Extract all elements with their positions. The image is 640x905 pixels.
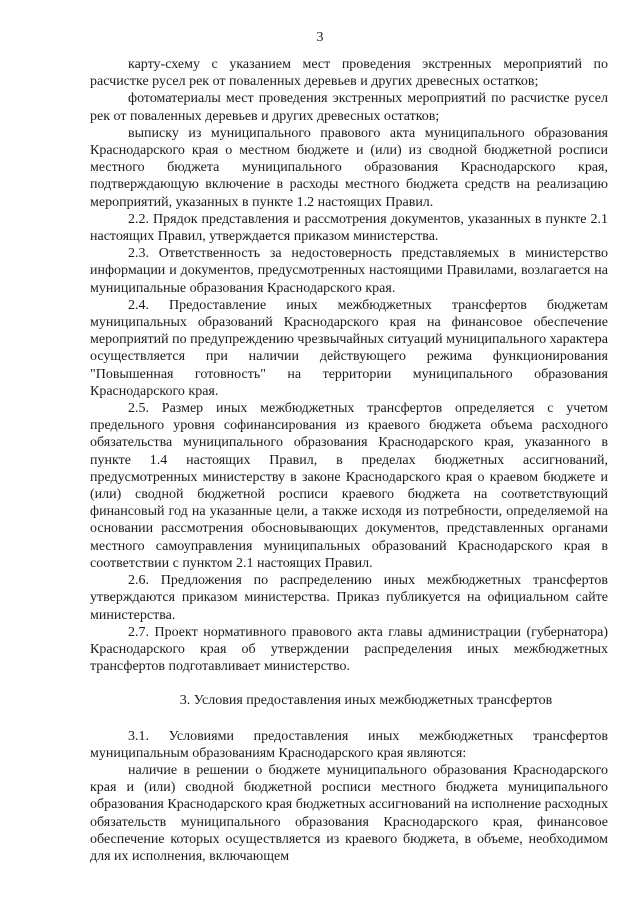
page-number: 3 [316, 30, 324, 45]
paragraph-condition-budget: наличие в решении о бюджете муниципального образования Краснодарского края и (или) сводной бюджетной росписи местного бюджета муниципального образования Краснодарского края бюджетных ассигнований на исполнение расходных обязательств муниципального образования Краснодарского края, финансовое обеспечение которых осуществляется из краевого бюджета, в объеме, необходимом для их исполнения, включающем [90, 762, 608, 864]
paragraph-photo-materials: фотоматериалы мест проведения экстренных мероприятий по расчистке русел рек от поваленных деревьев и других древесных остатков; [90, 91, 608, 124]
section-heading: 3. Условия предоставления иных межбюджетных трансфертов [179, 693, 553, 709]
document-body [90, 56, 608, 865]
paragraph-2-4: 2.4. Предоставление иных межбюджетных трансфертов бюджетам муниципальных образований Краснодарского края на финансовое обеспечение мероприятий по предупреждению чрезвычайных ситуаций муниципального характера осуществляется при наличии действующего режима функционирования "Повышенная готовность" на территории муниципального образования Краснодарского края. [90, 297, 608, 399]
paragraph-2-6: 2.6. Предложения по распределению иных межбюджетных трансфертов утверждаются приказом министерства. Приказ публикуется на официальном сайте министерства. [90, 573, 608, 623]
paragraph-budget-extract: выписку из муниципального правового акта муниципального образования Краснодарского края о местном бюджете и (или) из сводной бюджетной росписи местного бюджета муниципального образования Краснодарского края, подтверждающую включение в расходы местного бюджета средств на реализацию мероприятий, указанных в пункте 1.2 настоящих Правил. [90, 125, 608, 210]
paragraph-2-7: 2.7. Проект нормативного правового акта главы администрации (губернатора) Краснодарского края об утверждении распределения иных межбюджетных трансфертов подготавливает министерство. [90, 624, 608, 675]
paragraph-2-2: 2.2. Прядок представления и рассмотрения документов, указанных в пункте 2.1 настоящих Правил, утверждается приказом министерства. [90, 211, 608, 245]
paragraph-2-3: 2.3. Ответственность за недостоверность представляемых в министерство информации и документов, предусмотренных настоящими Правилами, возлагается на муниципальные образования Краснодарского края. [90, 246, 608, 296]
paragraph-2-5: 2.5. Размер иных межбюджетных трансфертов определяется с учетом предельного уровня софинансирования из краевого бюджета объема расходного обязательства муниципального образования Краснодарского края, указанного в пункте 1.4 настоящих Правил, в пределах бюджетных ассигнований, предусмотренных министерству в законе Краснодарского края о краевом бюджете и (или) сводной бюджетной росписи краевого бюджета на соответствующий финансовый год на указанные цели, а также исходя из потребности, определяемой на основании рассмотрения обосновывающих документов, представленных органами местного самоуправления муниципальных образований Краснодарского края в соответствии с пунктом 2.1 настоящих Правил. [90, 401, 608, 571]
paragraph-3-1: 3.1. Условиями предоставления иных межбюджетных трансфертов муниципальным образованиям Краснодарского края являются: [90, 728, 608, 761]
paragraph-map-scheme: карту-схему с указанием мест проведения экстренных мероприятий по расчистке русел рек от поваленных деревьев и других древесных остатков; [90, 57, 608, 90]
